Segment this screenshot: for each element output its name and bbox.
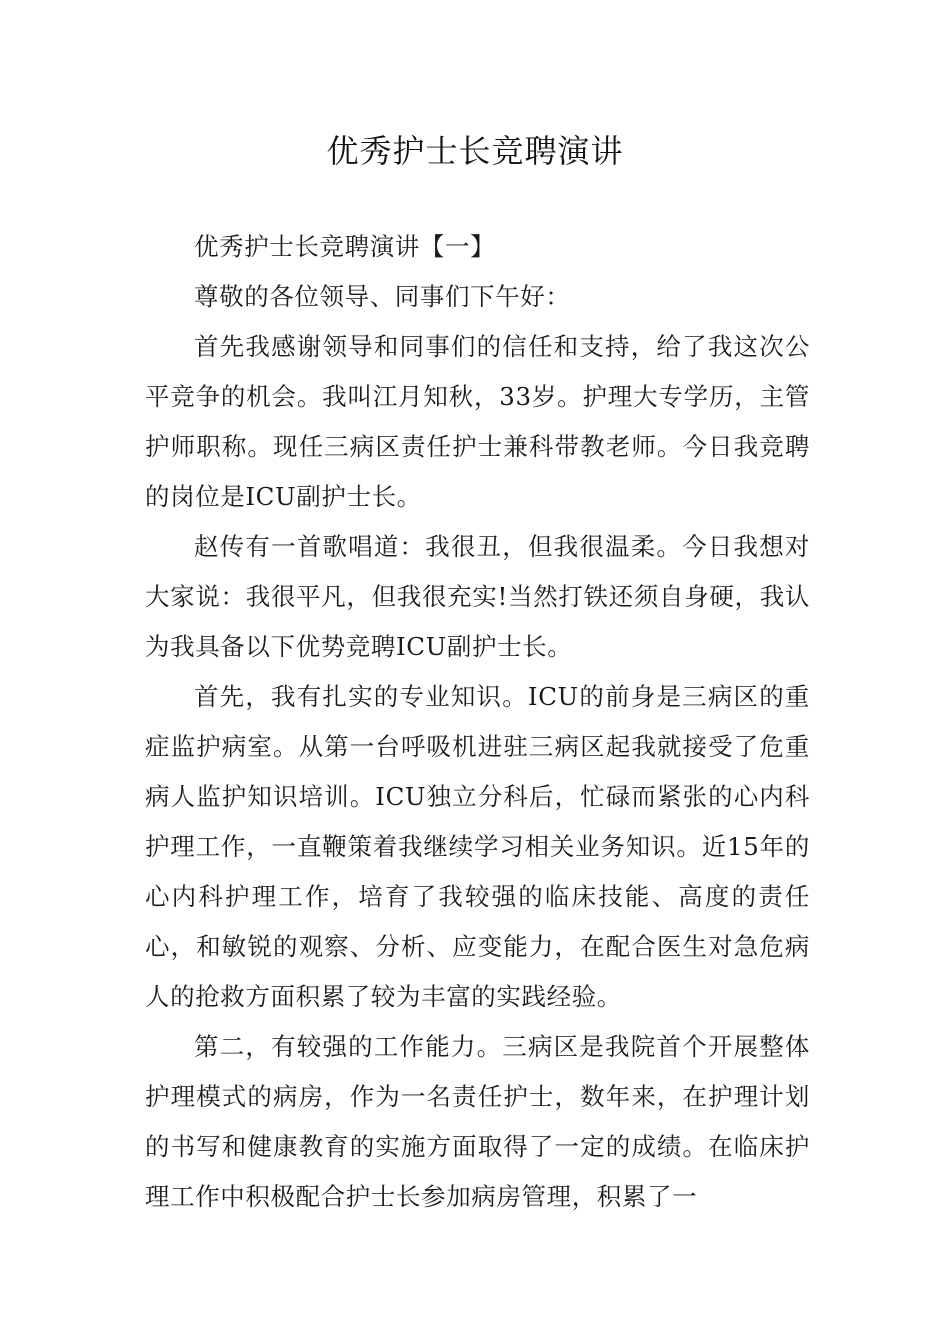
section-heading: 优秀护士长竞聘演讲【一】 (194, 232, 496, 261)
song-quote-paragraph: 赵传有一首歌唱道：我很丑，但我很温柔。今日我想对大家说：我很平凡，但我很充实!当然打铁还须自身硬，我认为我具备以下优势竞聘ICU副护士长。 (145, 532, 810, 661)
greeting-paragraph: 尊敬的各位领导、同事们下午好： (194, 282, 571, 311)
document-body (145, 222, 810, 1222)
professional-knowledge-paragraph: 首先，我有扎实的专业知识。ICU的前身是三病区的重症监护病室。从第一台呼吸机进驻三病区起我就接受了危重病人监护知识培训。ICU独立分科后，忙碌而紧张的心内科护理工作，一直鞭策着我继续学习相关业务知识。近15年的心内科护理工作，培育了我较强的临床技能、高度的责任心，和敏锐的观察、分析、应变能力，在配合医生对急危病人的抢救方面积累了较为丰富的实践经验。 (145, 682, 810, 1011)
document-title: 优秀护士长竞聘演讲 (326, 132, 624, 170)
work-ability-paragraph: 第二，有较强的工作能力。三病区是我院首个开展整体护理模式的病房，作为一名责任护士，数年来，在护理计划的书写和健康教育的实施方面取得了一定的成绩。在临床护理工作中积极配合护士长参加病房管理，积累了一 (145, 1032, 810, 1211)
introduction-paragraph: 首先我感谢领导和同事们的信任和支持，给了我这次公平竞争的机会。我叫江月知秋，33岁。护理大专学历，主管护师职称。现任三病区责任护士兼科带教老师。今日我竞聘的岗位是ICU副护士长。 (145, 332, 810, 511)
